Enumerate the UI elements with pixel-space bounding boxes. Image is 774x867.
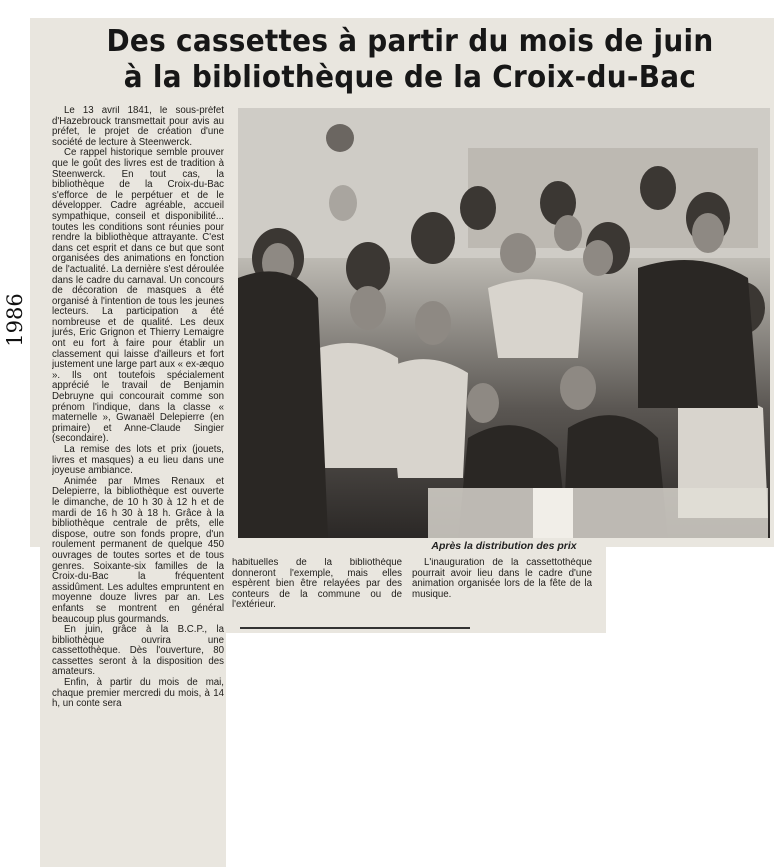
group-photo-illustration <box>238 108 770 538</box>
year-text: 1986 <box>3 293 27 347</box>
paragraph: Animée par Mmes Renaux et Delepierre, la bibliothèque est ouverte le dimanche, de 10 h 30 à 12 h et de mardi de 16 h 30 à 18 h. Grâce à la bibliothèque centrale de prêts, elle dispose, outre son fonds propre, d'un roulement permanent de quelque 450 ouvrages de toutes sortes et de tous genres. Soixante-six familles de la Croix-du-Bac la fréquentent assidûment. Les adultes empruntent en moyenne douze livres par an. Les enfants se montrent en général beaucoup plus gourmands. <box>52 475 224 625</box>
paragraph: En juin, grâce à la B.C.P., la bibliothèque ouvrira une cassettothèque. Dès l'ouverture, 80 cassettes seront à la disposition des amateurs. <box>52 624 224 678</box>
article-column-right <box>412 558 592 628</box>
headline <box>85 24 736 96</box>
column-end-rule <box>240 627 470 629</box>
paragraph: La remise des lots et prix (jouets, livres et masques) a eu lieu dans une joyeuse ambiance. <box>52 444 224 477</box>
paragraph: habituelles de la bibliothèque donneront l'exemple, mais elles espèrent bien être relayées par des conteurs de la commune ou de l'extérieur. <box>232 558 402 611</box>
paragraph: Le 13 avril 1841, le sous-préfet d'Hazebrouck transmettait pour avis au préfet, le projet de création d'une société de lecture à Steenwerck. <box>52 106 224 148</box>
paragraph: Ce rappel historique semble prouver que le goût des livres est de tradition à Steenwerck. En tout cas, la bibliothèque de la Croix-du-Bac s'efforce de le perpétuer et de le développer. Cadre agréable, accueil sympathique, conseil et disponibilité... toutes les conditions sont réunies pour rendre la bibliothèque attrayante. C'est dans cet esprit et dans ce but que sont organisées des animations en fonction de l'actualité. La dernière s'est déroulée dans le cadre du carnaval. Un concours de décoration de masques a été organisé à l'intention de tous les jeunes lecteurs. La participation a été nombreuse et de qualité. Les deux jurés, Eric Grignon et Thierry Lemaigre ont eu fort à faire pour établir un classement qui laisse d'ailleurs et fort justement une large part aux « ex-æquo ». Ils ont toutefois spécialement apprécié le travail de Benjamin Debruyne qui concourait comme son prénom l'indique, dans la classe « maternelle », Gwanaël Delepierre (en primaire) et Anne-Claude Singier (secondaire). <box>52 147 224 445</box>
year-annotation <box>0 280 30 360</box>
headline-line-2: à la bibliothèque de la Croix-du-Bac <box>123 60 697 95</box>
group-photo <box>238 108 770 538</box>
paragraph: Enfin, à partir du mois de mai, chaque premier mercredi du mois, à 14 h, un conte sera <box>52 677 224 710</box>
photo-caption: Après la distribution des prix <box>431 540 577 552</box>
article-column-middle <box>232 558 402 628</box>
paragraph: L'inauguration de la cassettothèque pourrait avoir lieu dans le cadre d'une animation organisée lors de la fête de la musique. <box>412 558 592 600</box>
article-column-left <box>52 106 224 858</box>
headline-line-1: Des cassettes à partir du mois de juin <box>106 24 714 59</box>
